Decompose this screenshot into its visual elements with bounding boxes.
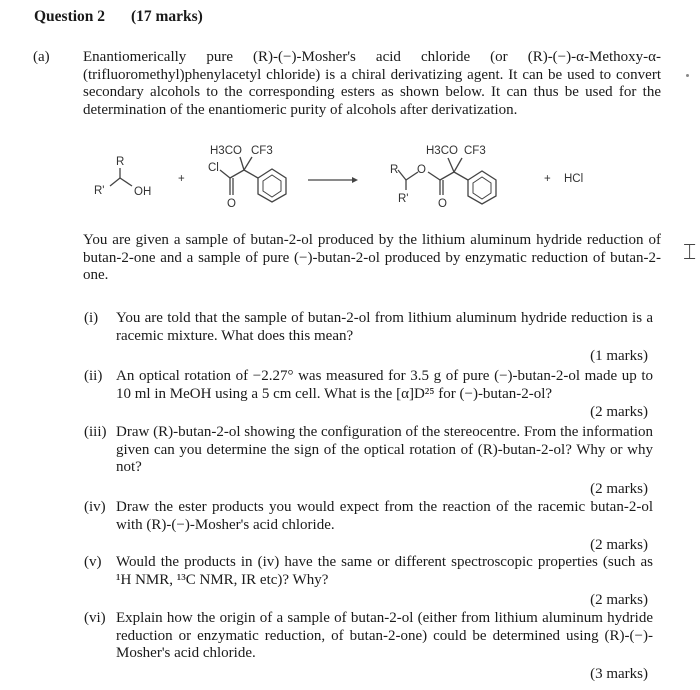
- product-ester-o-label: O: [417, 164, 426, 176]
- reaction-scheme: [80, 140, 640, 215]
- subquestion-text: Would the products in (iv) have the same or different spectroscopic properties (such as ¹H NMR, ¹³C NMR, IR etc)? Why?: [116, 554, 653, 588]
- mosher-chloride-structure: [208, 145, 286, 210]
- subquestion-ii-marks: (2 marks): [590, 404, 648, 420]
- subquestion-number: (i): [84, 310, 99, 326]
- subquestion-text: An optical rotation of −2.27° was measured for 3.5 g of pure (−)-butan-2-ol made up to 10 ml in MeOH using a 5 cm cell. What is the [α]D²⁵ for (−)-butan-2-ol?: [116, 368, 653, 402]
- reagent-cf3-label: CF3: [251, 145, 273, 157]
- intro-paragraph: Enantiomerically pure (R)-(−)-Mosher's acid chloride (or (R)-(−)-α-Methoxy-α-(trifluoromethyl)phenylacetyl chloride) is a chiral derivatizing agent. It can be used to convert secondary alcohols to the corresponding esters as shown below. It can thus be used for the determination of the enantiomeric purity of alcohols after derivatization.: [83, 49, 661, 118]
- subquestion-text: Draw (R)-butan-2-ol showing the configuration of the stereocentre. From the information given can you determine the sign of the optical rotation of (R)-butan-2-ol? Why or why not?: [116, 424, 653, 475]
- subquestion-number: (vi): [84, 610, 106, 626]
- part-label: (a): [33, 49, 50, 65]
- subquestion-text: Explain how the origin of a sample of butan-2-ol (either from lithium aluminum hydride reduction or enzymatic reduction, of butan-2-one) could be determined using (R)-(−)-Mosher's acid chloride.: [116, 610, 653, 661]
- text-cursor-icon: ⌶: [683, 240, 697, 265]
- question-marks: (17 marks): [130, 8, 203, 25]
- subquestion-vi-marks: (3 marks): [590, 666, 648, 682]
- plus-sign-1: +: [178, 173, 185, 185]
- alcohol-structure: [94, 156, 151, 198]
- question-header: [34, 8, 203, 26]
- subquestion-iii-marks: (2 marks): [590, 481, 648, 497]
- stray-dot: [686, 74, 689, 77]
- product-cf3-label: CF3: [464, 145, 486, 157]
- subquestion-text: Draw the ester products you would expect from the reaction of the racemic butan-2-ol with (R)-(−)-Mosher's acid chloride.: [116, 499, 653, 533]
- alcohol-rprime-label: R': [94, 185, 105, 197]
- subquestion-iv-marks: (2 marks): [590, 537, 648, 553]
- product-rprime-label: R': [398, 193, 409, 205]
- plus-sign-2: +: [544, 173, 551, 185]
- subquestion-i-marks: (1 marks): [590, 348, 648, 364]
- subquestion-v-marks: (2 marks): [590, 592, 648, 608]
- mosher-ester-structure: [390, 145, 496, 210]
- product-h3co-label: H3CO: [426, 145, 458, 157]
- reaction-arrow: [308, 177, 358, 183]
- reagent-h3co-label: H3CO: [210, 145, 242, 157]
- reagent-cl-label: Cl: [208, 162, 219, 174]
- subquestion-number: (ii): [84, 368, 103, 384]
- sample-paragraph: You are given a sample of butan-2-ol produced by the lithium aluminum hydride reduction of butan-2-one and a sample of pure (−)-butan-2-ol produced by enzymatic reduction of butan-2-one.: [83, 232, 661, 283]
- product-carbonyl-o-label: O: [438, 198, 447, 210]
- subquestion-number: (v): [84, 554, 102, 570]
- alcohol-r-label: R: [116, 156, 125, 168]
- subquestion-number: (iv): [84, 499, 106, 515]
- subquestion-text: You are told that the sample of butan-2-ol from lithium aluminum hydride reduction is a racemic mixture. What does this mean?: [116, 310, 653, 344]
- question-title: Question 2: [34, 8, 106, 25]
- alcohol-oh-label: OH: [134, 186, 152, 198]
- subquestion-number: (iii): [84, 424, 107, 440]
- product-r-label: R: [390, 164, 399, 176]
- reagent-o-label: O: [227, 198, 236, 210]
- hcl-label: HCl: [564, 173, 584, 185]
